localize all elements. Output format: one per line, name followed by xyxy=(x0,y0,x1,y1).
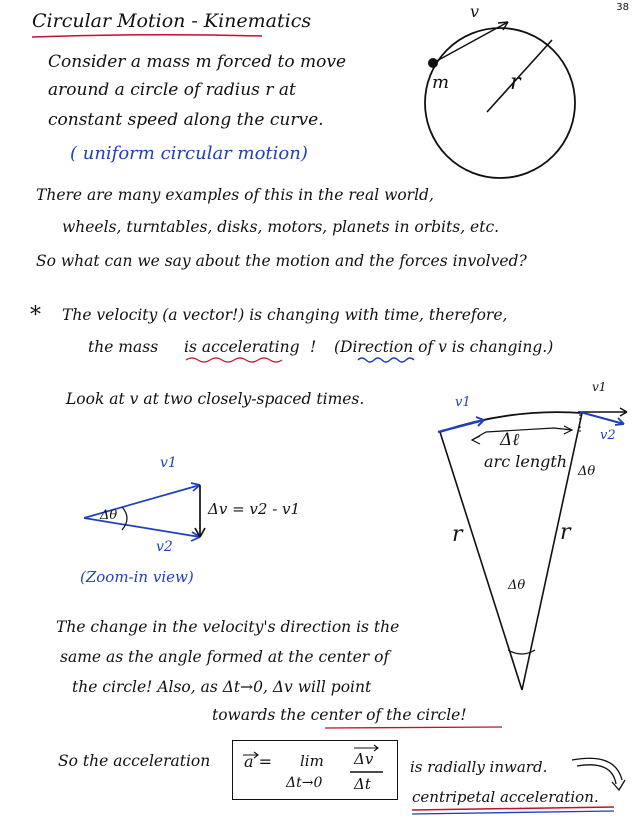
velocity-arrow xyxy=(433,22,508,63)
arc-v1-arrow xyxy=(438,420,484,432)
zoom-angle-label: Δθ xyxy=(100,508,118,523)
top-mass-label: m xyxy=(432,72,450,93)
page-number: 38 xyxy=(616,2,629,13)
accelerating-underline xyxy=(186,358,282,362)
accel-frac-num: Δv xyxy=(354,750,374,768)
intro-line-1: Consider a mass m forced to move xyxy=(48,52,347,72)
circle-diagram xyxy=(425,28,575,178)
point-line-2d: (Direction of v is changing.) xyxy=(334,338,554,356)
change-line-1: The change in the velocity's direction is the xyxy=(56,618,400,636)
arc-v1-label: v1 xyxy=(455,395,471,410)
change-line-3: the circle! Also, as Δt→0, Δv will point xyxy=(72,678,372,696)
accel-prefix: So the acceleration xyxy=(58,752,211,770)
examples-line-2: wheels, turntables, disks, motors, planets in orbits, etc. xyxy=(62,218,500,236)
arc-v2-arrow xyxy=(580,412,624,424)
accel-centripetal: centripetal acceleration. xyxy=(412,788,599,806)
point-line-2b: is accelerating xyxy=(184,338,300,356)
top-velocity-label: v xyxy=(470,2,480,21)
examples-line-1: There are many examples of this in the real world, xyxy=(36,186,434,204)
point-line-2c: ! xyxy=(310,338,317,356)
arc-delta-l-label: Δℓ xyxy=(500,430,520,450)
zoom-caption: (Zoom-in view) xyxy=(80,568,194,586)
arc-angle-right: Δθ xyxy=(578,464,596,479)
zoom-v1-label: v1 xyxy=(160,455,177,471)
change-line-4: towards the center of the circle! xyxy=(212,706,467,724)
accel-frac-den: Δt xyxy=(354,775,371,793)
intro-line-3: constant speed along the curve. xyxy=(48,110,324,130)
arc-r-right: r xyxy=(560,520,571,545)
title-underline xyxy=(32,35,262,37)
intro-note: ( uniform circular motion) xyxy=(70,143,308,164)
top-radius-label: r xyxy=(510,70,521,95)
arc-r-left: r xyxy=(452,522,463,547)
arc-angle-bottom: Δθ xyxy=(508,578,526,593)
zoom-v2-label: v2 xyxy=(156,539,173,555)
arc-v1-right-label: v1 xyxy=(592,380,607,394)
accel-eq-lhs: a = xyxy=(244,752,273,771)
change-line-2: same as the angle formed at the center of xyxy=(60,648,390,666)
accel-lim: lim xyxy=(300,752,324,770)
arc-v2-label: v2 xyxy=(600,428,616,443)
pointer-arrow xyxy=(572,758,622,780)
direction-underline xyxy=(358,358,414,362)
look-line: Look at v at two closely-spaced times. xyxy=(66,390,365,408)
arc-length-label: arc length xyxy=(484,452,568,471)
point-bullet: * xyxy=(30,303,41,328)
zoom-delta-v-eq: Δv = v2 - v1 xyxy=(208,500,301,518)
examples-line-3: So what can we say about the motion and the forces involved? xyxy=(36,252,527,270)
page-title: Circular Motion - Kinematics xyxy=(32,10,312,32)
centripetal-underline xyxy=(412,807,614,810)
point-line-1: The velocity (a vector!) is changing with time, therefore, xyxy=(62,306,508,324)
point-line-2a: the mass xyxy=(88,338,159,356)
intro-line-2: around a circle of radius r at xyxy=(48,80,296,100)
accel-lim-sub: Δt→0 xyxy=(286,775,323,791)
accel-suffix: is radially inward. xyxy=(410,758,548,776)
